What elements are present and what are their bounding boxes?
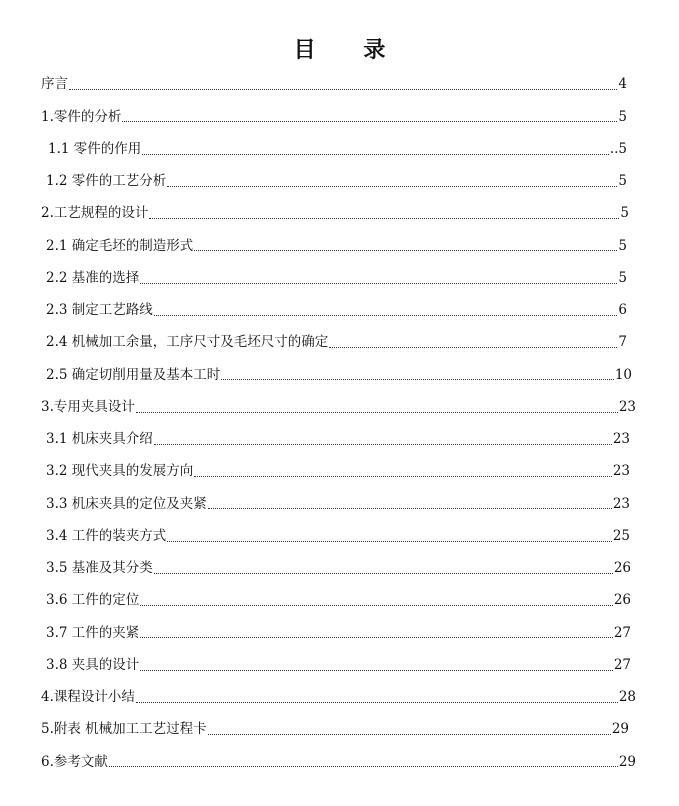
toc-entry-label: 1.1 零件的作用 <box>48 140 142 157</box>
dot-leader <box>208 733 611 735</box>
dot-leader <box>140 669 613 671</box>
toc-entry-label: 3.专用夹具设计 <box>41 398 135 415</box>
dot-leader <box>208 507 612 509</box>
toc-entry-page: 28 <box>618 689 636 706</box>
toc-entry[interactable] <box>0 617 679 649</box>
toc-entry-label: 1.2 零件的工艺分析 <box>46 173 167 190</box>
toc-entry[interactable] <box>0 682 679 714</box>
toc-entry-label: 2.4 机械加工余量，工序尺寸及毛坯尺寸的确定 <box>46 334 329 351</box>
toc-entry-page: 5 <box>618 108 627 125</box>
toc-entry-page: 25 <box>612 527 630 544</box>
toc-entry-label: 2.3 制定工艺路线 <box>46 302 153 319</box>
dot-leader <box>69 88 617 90</box>
table-of-contents <box>0 69 679 779</box>
toc-entry-label: 3.1 机床夹具介绍 <box>46 431 153 448</box>
dot-leader <box>140 636 613 638</box>
dot-leader <box>122 120 617 122</box>
toc-entry-page: 26 <box>613 560 631 577</box>
dot-leader <box>329 346 617 348</box>
toc-entry-page: ..5 <box>609 140 627 157</box>
dot-leader <box>109 765 618 767</box>
toc-entry-label: 2.工艺规程的设计 <box>41 205 149 222</box>
toc-entry-label: 2.5 确定切削用量及基本工时 <box>46 366 221 383</box>
toc-entry-page: 4 <box>618 76 627 93</box>
toc-entry-page: 10 <box>614 366 632 383</box>
dot-leader <box>154 443 612 445</box>
dot-leader <box>194 475 612 477</box>
dot-leader <box>194 249 617 251</box>
toc-entry-page: 23 <box>618 398 636 415</box>
dot-leader <box>140 282 617 284</box>
toc-entry-page: 5 <box>618 237 627 254</box>
toc-entry-label: 6.参考文献 <box>41 753 108 770</box>
dot-leader <box>140 604 613 606</box>
toc-entry[interactable] <box>0 295 679 327</box>
toc-entry[interactable] <box>0 553 679 585</box>
toc-entry[interactable] <box>0 488 679 520</box>
toc-entry-page: 29 <box>611 721 629 738</box>
toc-entry[interactable] <box>0 166 679 198</box>
page-title: 目 录 <box>293 37 406 63</box>
toc-entry-page: 23 <box>612 495 630 512</box>
toc-entry-page: 5 <box>620 205 629 222</box>
toc-entry-page: 27 <box>613 624 631 641</box>
toc-entry-label: 3.6 工件的定位 <box>46 592 140 609</box>
toc-entry[interactable] <box>0 521 679 553</box>
toc-entry-label: 4.课程设计小结 <box>41 689 135 706</box>
toc-entry[interactable] <box>0 714 679 746</box>
toc-entry[interactable] <box>0 134 679 166</box>
toc-entry-label: 3.7 工件的夹紧 <box>46 624 140 641</box>
toc-entry[interactable] <box>0 392 679 424</box>
dot-leader <box>149 217 619 219</box>
toc-entry-label: 2.2 基准的选择 <box>46 269 140 286</box>
toc-entry[interactable] <box>0 69 679 101</box>
toc-entry[interactable] <box>0 650 679 682</box>
dot-leader <box>136 411 618 413</box>
toc-entry[interactable] <box>0 327 679 359</box>
toc-entry[interactable] <box>0 230 679 262</box>
dot-leader <box>142 153 609 155</box>
dot-leader <box>136 701 618 703</box>
toc-entry-page: 6 <box>618 302 627 319</box>
toc-entry-page: 5 <box>618 173 627 190</box>
toc-entry-label: 3.5 基准及其分类 <box>46 560 153 577</box>
toc-entry-page: 29 <box>618 753 636 770</box>
toc-entry-label: 序言 <box>41 76 68 93</box>
toc-entry[interactable] <box>0 746 679 778</box>
toc-entry-label: 1.零件的分析 <box>41 108 122 125</box>
toc-entry-page: 23 <box>612 463 630 480</box>
toc-entry-label: 3.3 机床夹具的定位及夹紧 <box>46 495 207 512</box>
dot-leader <box>167 540 612 542</box>
toc-entry[interactable] <box>0 456 679 488</box>
toc-entry-label: 3.8 夹具的设计 <box>46 656 140 673</box>
dot-leader <box>154 572 613 574</box>
toc-entry-label: 3.4 工件的装夹方式 <box>46 527 167 544</box>
toc-entry-page: 7 <box>618 334 627 351</box>
toc-entry[interactable] <box>0 359 679 391</box>
dot-leader <box>221 378 614 380</box>
dot-leader <box>154 314 618 316</box>
toc-entry[interactable] <box>0 424 679 456</box>
toc-entry[interactable] <box>0 101 679 133</box>
toc-entry[interactable] <box>0 198 679 230</box>
toc-entry-label: 2.1 确定毛坯的制造形式 <box>46 237 194 254</box>
toc-entry[interactable] <box>0 585 679 617</box>
dot-leader <box>167 185 617 187</box>
toc-entry-label: 3.2 现代夹具的发展方向 <box>46 463 194 480</box>
toc-entry[interactable] <box>0 263 679 295</box>
toc-entry-label: 5.附表 机械加工工艺过程卡 <box>41 721 207 738</box>
toc-entry-page: 5 <box>618 269 627 286</box>
toc-entry-page: 23 <box>612 431 630 448</box>
toc-entry-page: 27 <box>613 656 631 673</box>
toc-entry-page: 26 <box>613 592 631 609</box>
